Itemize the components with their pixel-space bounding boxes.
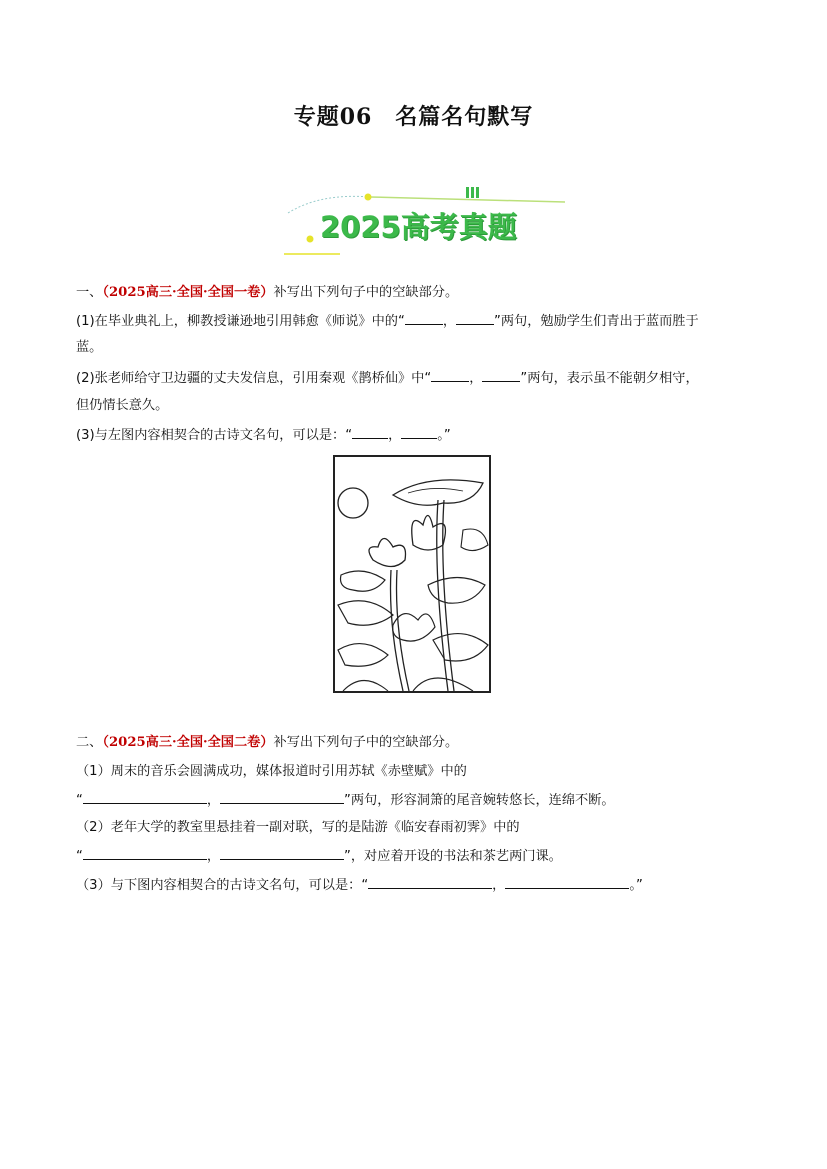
q2-item1-text-c: ”两句，形容洞箫的尾音婉转悠长，连绵不断。 bbox=[344, 793, 615, 808]
q1-item1-text-b: ， bbox=[442, 314, 457, 329]
answer-blank[interactable] bbox=[405, 311, 443, 325]
answer-blank[interactable] bbox=[83, 790, 207, 804]
answer-blank[interactable] bbox=[482, 368, 520, 382]
answer-blank[interactable] bbox=[431, 368, 469, 382]
q1-item3 bbox=[76, 425, 451, 446]
q1-item1-text-c: ”两句，勉励学生们青出于蓝而胜于 bbox=[494, 314, 699, 329]
page-title: 专题06 名篇名句默写 bbox=[293, 104, 534, 130]
q2-item3-text-b: ， bbox=[492, 878, 506, 893]
q1-prefix: 一、 bbox=[76, 285, 103, 300]
banner-title: 2025高考真题 bbox=[320, 210, 517, 244]
q1-item1-text-a: (1)在毕业典礼上，柳教授谦逊地引用韩愈《师说》中的“ bbox=[76, 314, 405, 329]
q2-item2-line1: （2）老年大学的教室里悬挂着一副对联，写的是陆游《临安春雨初霁》中的 bbox=[76, 820, 520, 835]
q2-item1-text-a: “ bbox=[76, 793, 83, 808]
q1-source: （2025高三·全国·全国一卷） bbox=[102, 285, 274, 300]
answer-blank[interactable] bbox=[505, 875, 629, 889]
answer-blank[interactable] bbox=[401, 425, 437, 439]
q2-item2-text-b: ， bbox=[206, 849, 221, 864]
q2-item1-line1: （1）周末的音乐会圆满成功，媒体报道时引用苏轼《赤壁赋》中的 bbox=[76, 764, 467, 779]
q1-item3-text-c: 。” bbox=[437, 428, 451, 443]
q2-item3 bbox=[76, 875, 643, 896]
answer-blank[interactable] bbox=[83, 846, 207, 860]
q2-item2-text-c: ”，对应着开设的书法和茶艺两门课。 bbox=[344, 849, 562, 864]
q2-source: （2025高三·全国·全国二卷） bbox=[102, 735, 274, 750]
q2-item1-text-b: ， bbox=[206, 793, 221, 808]
q1-item2-line2: 但仍情长意久。 bbox=[76, 398, 169, 413]
q2-item3-text-a: （3）与下图内容相契合的古诗文名句，可以是：“ bbox=[76, 878, 369, 893]
answer-blank[interactable] bbox=[220, 790, 344, 804]
q2-item3-text-c: 。” bbox=[629, 878, 643, 893]
q2-instruction: 补写出下列句子中的空缺部分。 bbox=[273, 735, 459, 750]
q1-header bbox=[76, 283, 458, 303]
q2-item2-line2 bbox=[76, 846, 562, 867]
exam-banner bbox=[280, 183, 570, 261]
q1-item3-text-a: (3)与左图内容相契合的古诗文名句，可以是：“ bbox=[76, 428, 353, 443]
answer-blank[interactable] bbox=[220, 846, 344, 860]
q2-prefix: 二、 bbox=[76, 735, 103, 750]
q1-item2-text-a: (2)张老师给守卫边疆的丈夫发信息，引用秦观《鹊桥仙》中“ bbox=[76, 371, 432, 386]
q1-item1-line1 bbox=[76, 311, 699, 332]
answer-blank[interactable] bbox=[352, 425, 388, 439]
q1-item2-line1 bbox=[76, 368, 699, 389]
answer-blank[interactable] bbox=[456, 311, 494, 325]
q1-item2-text-c: ”两句，表示虽不能朝夕相守， bbox=[520, 371, 699, 386]
q2-item2-text-a: “ bbox=[76, 849, 83, 864]
answer-blank[interactable] bbox=[368, 875, 492, 889]
q1-instruction: 补写出下列句子中的空缺部分。 bbox=[273, 285, 459, 300]
q1-item2-text-b: ， bbox=[469, 371, 483, 386]
q2-item1-line2 bbox=[76, 790, 615, 811]
q1-item1-line2: 蓝。 bbox=[76, 340, 103, 355]
q2-header bbox=[76, 733, 458, 753]
lotus-illustration bbox=[333, 455, 491, 693]
lotus-illustration-icon bbox=[333, 455, 491, 693]
q1-item3-text-b: ， bbox=[388, 428, 402, 443]
